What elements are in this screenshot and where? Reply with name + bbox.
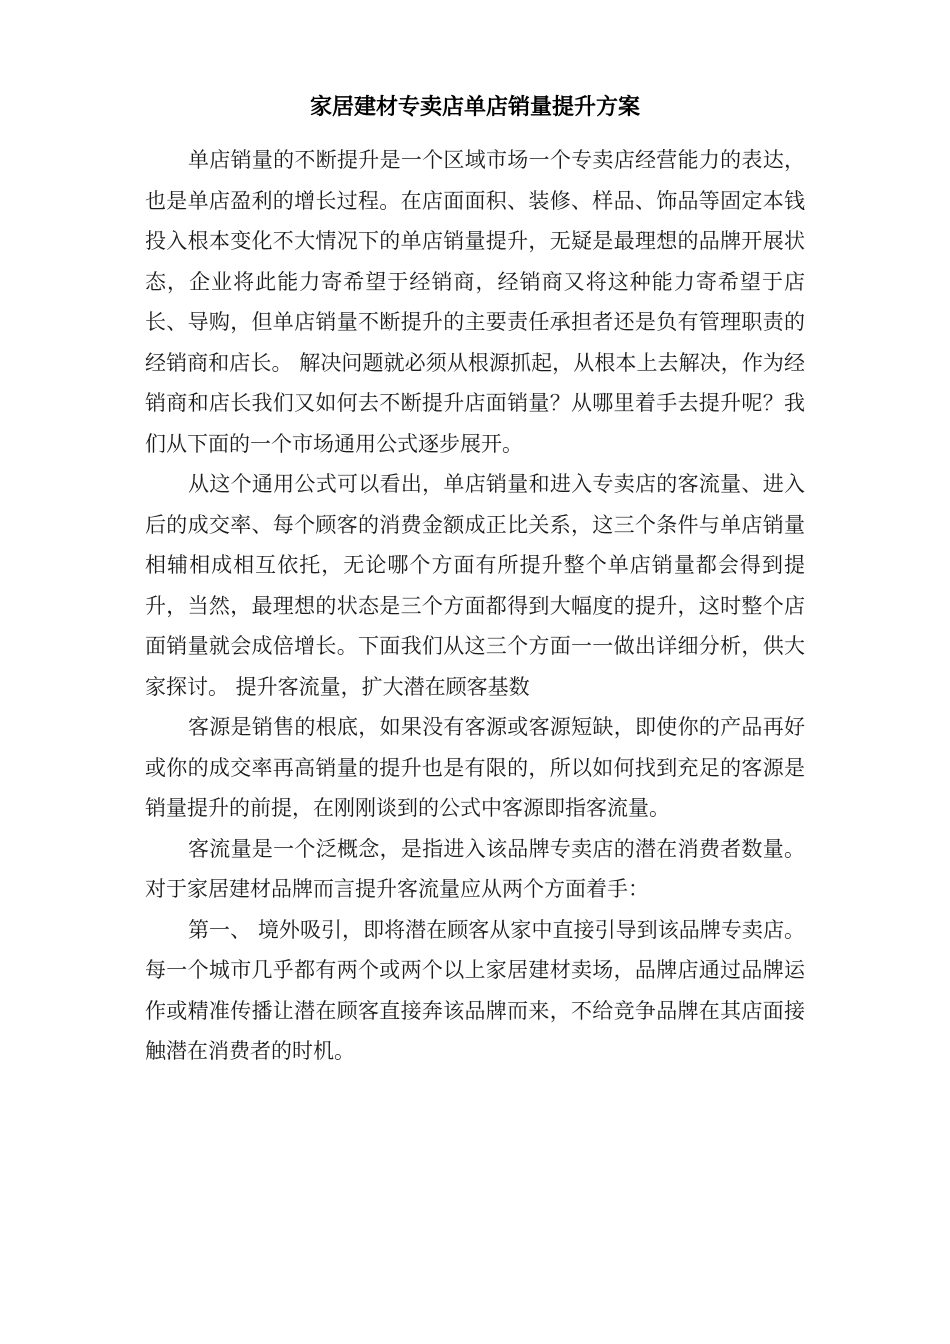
paragraph-traffic-definition: 客流量是一个泛概念，是指进入该品牌专卖店的潜在消费者数量。对于家居建材品牌而言提升客流量应从两个方面着手： [145, 836, 805, 901]
paragraph-external-attraction: 第一、 境外吸引，即将潜在顾客从家中直接引导到该品牌专卖店。每一个城市几乎都有两个或两个以上家居建材卖场，品牌店通过品牌运作或精准传播让潜在顾客直接奔该品牌而来，不给竞争品牌在其店面接触潜在消费者的时机。 [145, 917, 805, 1063]
paragraph-intro: 单店销量的不断提升是一个区域市场一个专卖店经营能力的表达，也是单店盈利的增长过程。在店面面积、装修、样品、饰品等固定本钱投入根本变化不大情况下的单店销量提升，无疑是最理想的品牌开展状态，企业将此能力寄希望于经销商，经销商又将这种能力寄希望于店长、导购，但单店销量不断提升的主要责任承担者还是负有管理职责的经销商和店长。 解决问题就必须从根源抓起，从根本上去解决，作为经销商和店长我们又如何去不断提升店面销量？从哪里着手去提升呢？我们从下面的一个市场通用公式逐步展开。 [145, 148, 805, 456]
paragraph-formula-analysis: 从这个通用公式可以看出，单店销量和进入专卖店的客流量、进入后的成交率、每个顾客的消费金额成正比关系，这三个条件与单店销量相辅相成相互依托，无论哪个方面有所提升整个单店销量都会得到提升，当然，最理想的状态是三个方面都得到大幅度的提升，这时整个店面销量就会成倍增长。下面我们从这三个方面一一做出详细分析，供大家探讨。 提升客流量，扩大潜在顾客基数 [145, 472, 805, 699]
paragraph-customer-source: 客源是销售的根底，如果没有客源或客源短缺，即使你的产品再好或你的成交率再高销量的提升也是有限的，所以如何找到充足的客源是销量提升的前提，在刚刚谈到的公式中客源即指客流量。 [145, 715, 805, 820]
document-body [145, 140, 805, 1072]
document-title: 家居建材专卖店单店销量提升方案 [309, 95, 640, 120]
